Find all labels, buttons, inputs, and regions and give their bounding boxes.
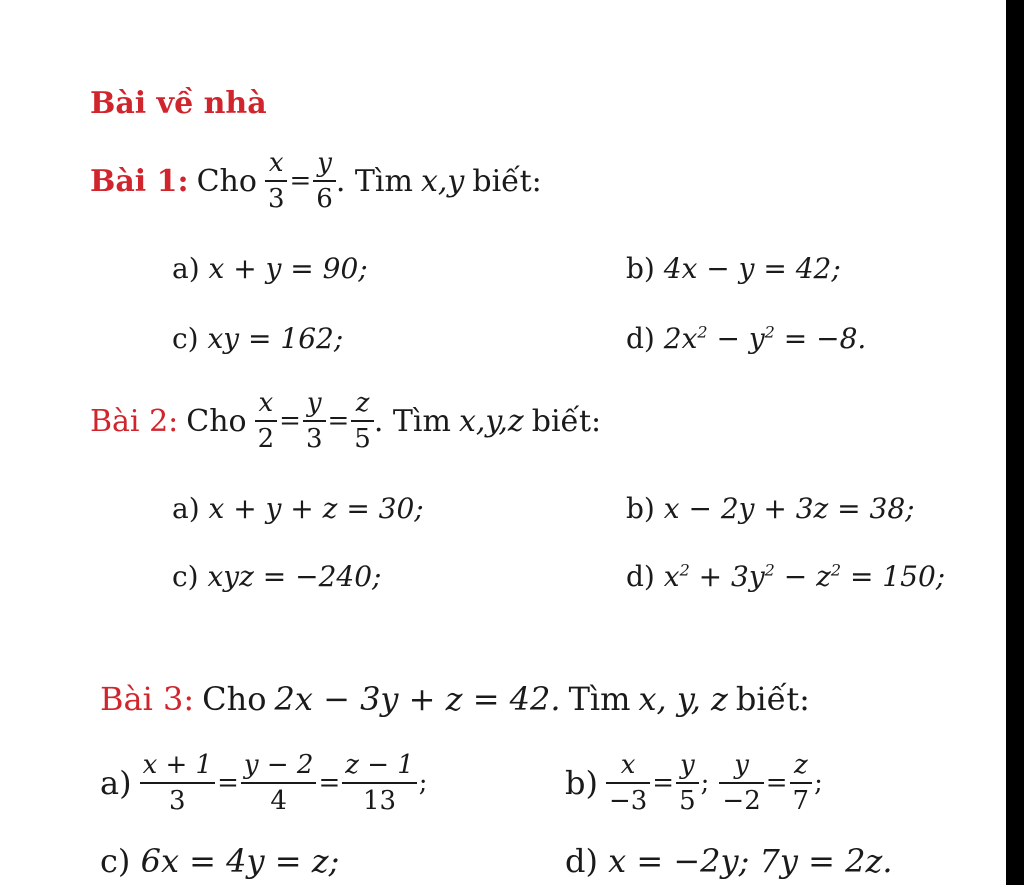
fraction: $\frac{z}{5}$ — [351, 390, 374, 452]
right-edge-bar — [1006, 0, 1024, 885]
exercise-2-label: Bài 2: — [90, 403, 179, 439]
exercise-1-part-c: c) xy = 162; — [172, 322, 344, 355]
fraction: $\frac{y}{5}$ — [676, 752, 699, 814]
variables: x,y,z — [458, 403, 524, 439]
exercise-2-part-d: d) $x^2 + 3y^2 - z^2 = 150$; — [626, 560, 946, 593]
exercise-3-part-c: c) 6x = 4y = z; — [100, 842, 340, 880]
exercise-1-part-d: d) $2x^2 - y^2 = -8$. — [626, 322, 867, 355]
exercise-2-part-c: c) xyz = −240; — [172, 560, 382, 593]
fraction: $\frac{x + 1}{3}$ — [140, 752, 216, 814]
fraction: $\frac{z}{7}$ — [790, 752, 813, 814]
exercise-3-label: Bài 3: — [100, 680, 195, 718]
fraction: $\frac{y}{-2}$ — [719, 752, 763, 814]
page-title: Bài về nhà — [90, 86, 267, 121]
exercise-3-part-a: a) $\frac{x + 1}{3}$ = $\frac{y - 2}{4}$ = $\frac{z - 1}{13}$ ; — [100, 750, 428, 816]
exercise-2-statement: Bài 2: Cho $\frac{x}{2}$ = $\frac{y}{3}$ = $\frac{z}{5}$ . Tìm x,y,z biết: — [90, 388, 602, 454]
equation: 2x − 3y + z = 42. — [274, 680, 561, 718]
variables: x, y, z — [638, 680, 728, 718]
exercise-1-cho: Cho — [196, 163, 257, 199]
exercise-1-part-a: a) x + y = 90; — [172, 252, 368, 285]
fraction: $\frac{y}{3}$ — [303, 390, 326, 452]
exercise-3-part-d: d) x = −2y; 7y = 2z. — [565, 842, 893, 880]
exercise-2-part-b: b) x − 2y + 3z = 38; — [626, 492, 915, 525]
fraction: $\frac{x}{2}$ — [255, 390, 278, 452]
fraction: $\frac{y - 2}{4}$ — [241, 752, 317, 814]
fraction: $\frac{y}{6}$ — [313, 150, 336, 212]
exercise-2-part-a: a) x + y + z = 30; — [172, 492, 424, 525]
exercise-1-statement: Bài 1: Cho $\frac{x}{3}$ = $\frac{y}{6}$ . Tìm x,y biết: — [90, 148, 542, 214]
fraction: $\frac{x}{3}$ — [265, 150, 288, 212]
exercise-3-statement: Bài 3: Cho 2x − 3y + z = 42. Tìm x, y, z biết: — [100, 680, 810, 718]
exercise-1-part-b: b) 4x − y = 42; — [626, 252, 841, 285]
exercise-1-label: Bài 1: — [90, 163, 189, 199]
variables: x,y — [420, 163, 465, 199]
exercise-3-part-b: b) $\frac{x}{-3}$ = $\frac{y}{5}$ ; $\frac{y}{-2}$ = $\frac{z}{7}$ ; — [565, 750, 823, 816]
fraction: $\frac{x}{-3}$ — [606, 752, 650, 814]
fraction: $\frac{z - 1}{13}$ — [342, 752, 417, 814]
